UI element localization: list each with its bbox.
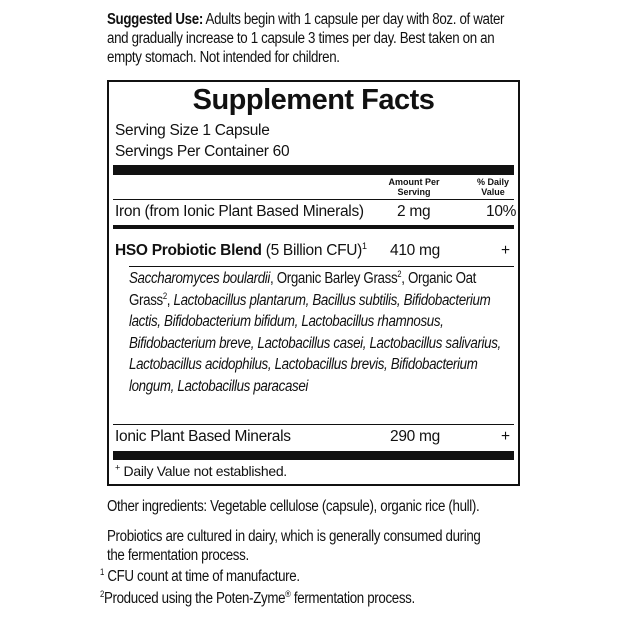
row-iron-amount: 2 mg <box>397 203 431 220</box>
footnote-text: Daily Value not established. <box>119 463 287 479</box>
footnote-2-mark: 2 <box>100 588 104 599</box>
footnote-2-text-a: Produced using the Poten-Zyme <box>103 590 286 607</box>
probiotics-note-line2: the fermentation process. <box>107 547 249 564</box>
row-minerals-name: Ionic Plant Based Minerals <box>115 428 291 445</box>
column-header-daily-value <box>469 177 517 197</box>
blend-line-2-sup: 2 <box>162 290 167 301</box>
column-header-dv-line1: % Daily <box>476 177 509 187</box>
medium-divider <box>113 225 514 229</box>
probiotics-note <box>107 527 480 565</box>
divider <box>129 266 514 267</box>
footnote-plus: + <box>115 462 120 473</box>
blend-line-5: Lactobacillus acidophilus, Lactobacillus brevis, Bifidobacterium <box>129 356 478 373</box>
registered-mark: ® <box>285 588 291 599</box>
footnote-2-text-b: fermentation process. <box>290 590 415 607</box>
row-iron-dv: 10% <box>486 203 517 220</box>
suggested-use-text-2: and gradually increase to 1 capsule 3 times per day. Best taken on an <box>107 30 495 47</box>
footnote-2 <box>100 589 415 608</box>
column-header-dv-line2: Value <box>481 187 505 197</box>
blend-line-1-sup: 2 <box>397 268 402 279</box>
row-iron-name: Iron (from Ionic Plant Based Minerals) <box>115 203 364 220</box>
suggested-use <box>107 10 554 67</box>
blend-line-1b: , Organic Barley Grass <box>270 270 398 287</box>
column-header-amount-line2: Serving <box>397 187 431 197</box>
footnote-1-text: CFU count at time of manufacture. <box>103 568 300 585</box>
column-header-amount-line1: Amount Per <box>388 177 440 187</box>
suggested-use-text-3: empty stomach. Not intended for children. <box>107 49 340 66</box>
row-minerals-dv: + <box>501 428 510 445</box>
probiotics-note-line1: Probiotics are cultured in dairy, which is generally consumed during <box>107 528 481 545</box>
suggested-use-text-1: Adults begin with 1 capsule per day with 8oz. of water <box>202 11 505 28</box>
blend-line-1a: Saccharomyces boulardii <box>129 270 271 287</box>
row-blend-amount: 410 mg <box>390 242 440 259</box>
row-minerals-amount: 290 mg <box>390 428 440 445</box>
divider <box>113 424 514 425</box>
row-blend-name-rest: (5 Billion CFU) <box>261 242 363 259</box>
thick-divider-bottom <box>113 451 514 460</box>
blend-line-1c: , Organic Oat <box>401 270 477 287</box>
divider <box>113 199 514 200</box>
row-blend-name-bold: HSO Probiotic Blend <box>115 242 262 259</box>
footnote-1 <box>100 567 300 586</box>
blend-line-2c: Lactobacillus plantarum, Bacillus subtilis, Bifidobacterium <box>173 291 491 309</box>
daily-value-footnote <box>115 463 287 479</box>
servings-per-container: Servings Per Container 60 <box>115 143 290 160</box>
facts-title: Supplement Facts <box>192 84 435 116</box>
blend-line-6: longum, Lactobacillus paracasei <box>129 377 309 395</box>
row-blend-dv: + <box>501 242 510 259</box>
other-ingredients: Other ingredients: Vegetable cellulose (capsule), organic rice (hull). <box>107 498 480 515</box>
blend-line-4: Bifidobacterium breve, Lactobacillus casei, Lactobacillus salivarius, <box>129 334 501 352</box>
row-blend-name <box>115 242 367 260</box>
suggested-use-label: Suggested Use: <box>107 11 203 28</box>
serving-size: Serving Size 1 Capsule <box>115 122 270 139</box>
thick-divider-top <box>113 165 514 175</box>
blend-ingredients <box>129 268 501 397</box>
blend-line-2b: , <box>166 291 174 309</box>
blend-line-3: lactis, Bifidobacterium bifidum, Lactobacillus rhamnosus, <box>129 313 444 330</box>
blend-line-2a: Grass <box>129 291 163 309</box>
row-blend-sup: 1 <box>362 240 367 251</box>
supplement-facts-panel <box>107 80 520 486</box>
footnote-1-mark: 1 <box>100 566 104 577</box>
column-header-amount <box>379 177 449 197</box>
